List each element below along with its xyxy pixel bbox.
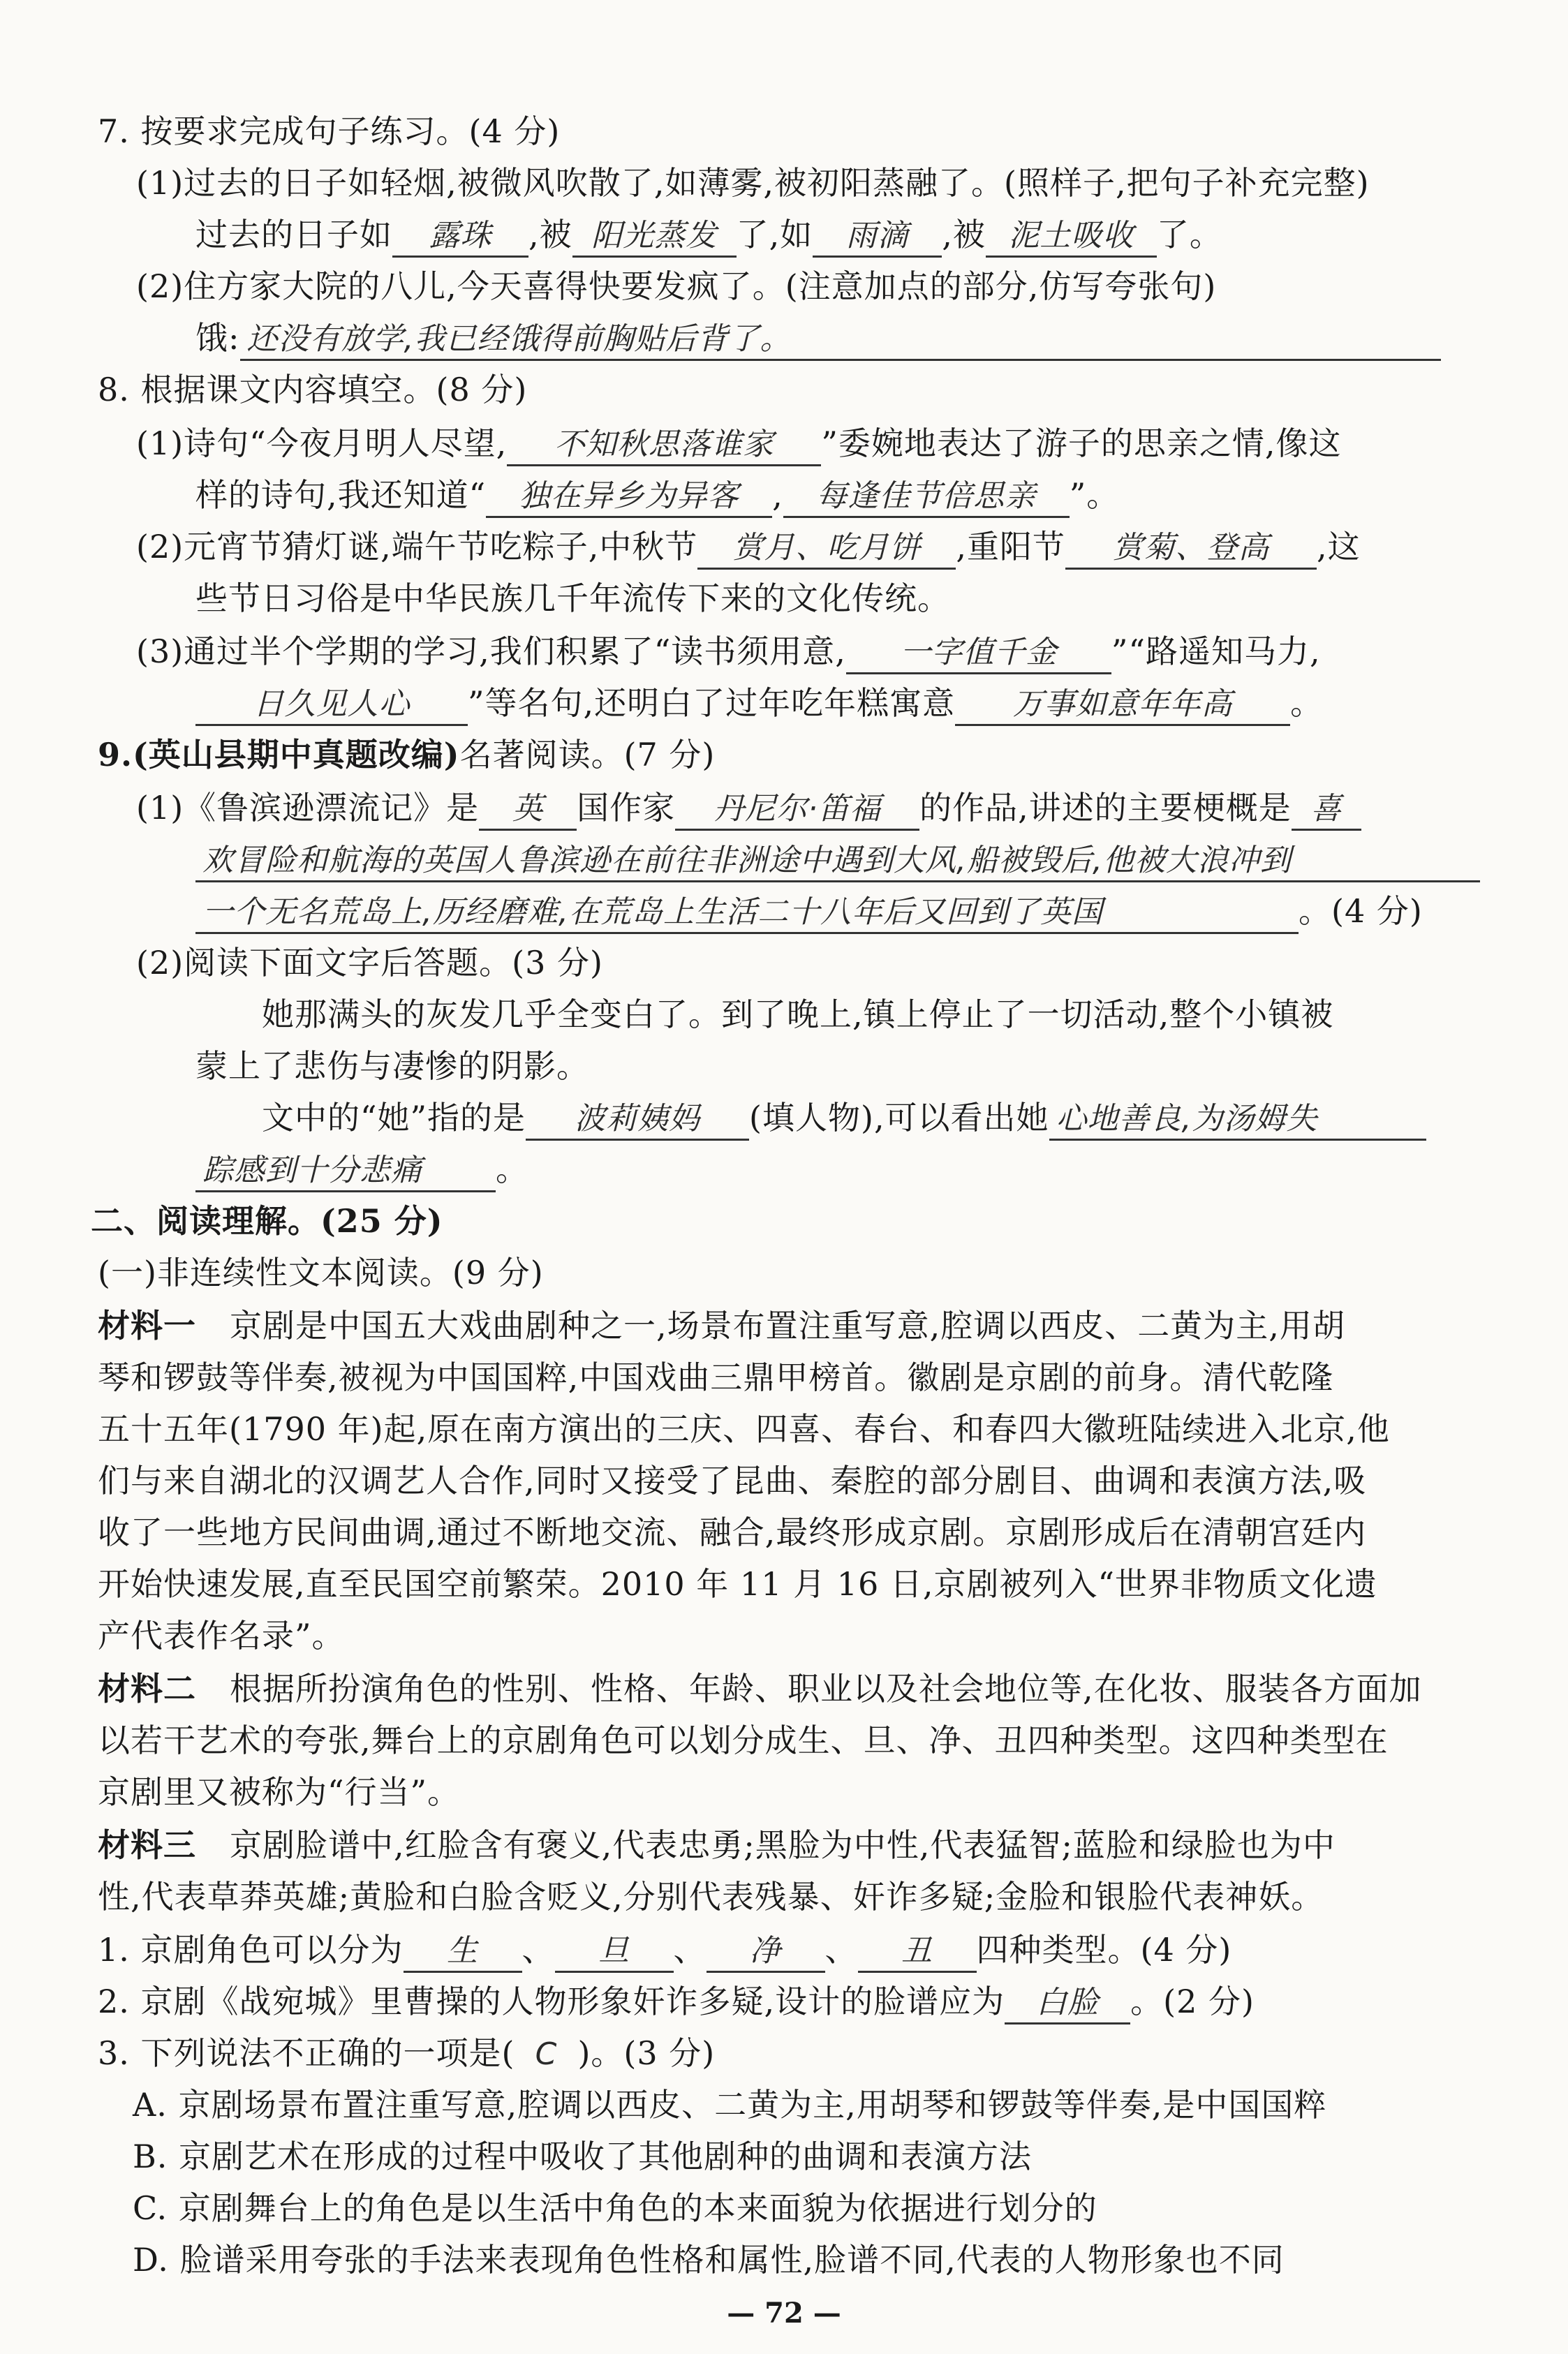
reading-q2: 2. 京剧《战宛城》里曹操的人物形象奸诈多疑,设计的脸谱应为 白脸 。(2 分) bbox=[98, 1981, 1255, 2024]
q9-part1-line3: 一个无名荒岛上,历经磨难,在荒岛上生活二十八年后又回到了英国 。(4 分) bbox=[195, 890, 1423, 934]
answer-choice: C bbox=[535, 2036, 558, 2072]
reading-q1: 1. 京剧角色可以分为 生 、 旦 、 净 、 丑 四种类型。(4 分) bbox=[98, 1929, 1232, 1973]
q9-part2-answer-line2: 踪感到十分悲痛 。 bbox=[195, 1148, 528, 1192]
q9-part1-line1: (1)《鲁滨逊漂流记》是 英 国作家 丹尼尔·笛福 的作品,讲述的主要梗概是 喜 bbox=[136, 787, 1361, 831]
answer-blank: 喜 bbox=[1292, 790, 1361, 831]
q8-part3-line2: 日久见人心 ”等名句,还明白了过年吃年糕寓意 万事如意年年高 。 bbox=[195, 682, 1323, 726]
section2-subtitle: (一)非连续性文本阅读。(9 分) bbox=[98, 1254, 544, 1291]
answer-blank: 一个无名荒岛上,历经磨难,在荒岛上生活二十八年后又回到了英国 bbox=[195, 893, 1299, 934]
q7-part1-answer-line: 过去的日子如 露珠 ,被 阳光蒸发 了,如 雨滴 ,被 泥土吸收 了。 bbox=[195, 214, 1222, 258]
reading-q3-option-c: C. 京剧舞台上的角色是以生活中角色的本来面貌为依据进行划分的 bbox=[133, 2189, 1097, 2227]
reading-q3: 3. 下列说法不正确的一项是( C )。(3 分) bbox=[98, 2032, 715, 2074]
answer-blank: 生 bbox=[404, 1932, 522, 1973]
answer-blank: 白脸 bbox=[1005, 1983, 1130, 2024]
q9-title: 9.(英山县期中真题改编)名著阅读。(7 分) bbox=[98, 736, 716, 773]
answer-blank: 日久见人心 bbox=[195, 685, 468, 726]
reading-q3-option-d: D. 脸谱采用夸张的手法来表现角色性格和属性,脸谱不同,代表的人物形象也不同 bbox=[133, 2241, 1285, 2279]
material2-line1: 材料二 根据所扮演角色的性别、性格、年龄、职业以及社会地位等,在化妆、服装各方面加 bbox=[98, 1670, 1422, 1708]
answer-blank: 踪感到十分悲痛 bbox=[195, 1151, 496, 1192]
material2-line2: 以若干艺术的夸张,舞台上的京剧角色可以划分成生、旦、净、丑四种类型。这四种类型在 bbox=[98, 1722, 1389, 1759]
section2-title: 二、阅读理解。(25 分) bbox=[91, 1202, 443, 1240]
answer-blank: 独在异乡为异客 bbox=[486, 477, 772, 518]
answer-blank: 丹尼尔·笛福 bbox=[675, 790, 919, 831]
page-number: — 72 — bbox=[727, 2297, 841, 2330]
material1-line3: 五十五年(1790 年)起,原在南方演出的三庆、四喜、春台、和春四大徽班陆续进入北京,他 bbox=[98, 1410, 1390, 1448]
answer-blank: 赏菊、登高 bbox=[1065, 528, 1317, 570]
answer-blank: 雨滴 bbox=[813, 216, 942, 258]
answer-blank: 还没有放学,我已经饿得前胸贴后背了。 bbox=[240, 320, 1441, 361]
answer-blank: 心地善良,为汤姆失 bbox=[1049, 1100, 1426, 1141]
answer-blank: 赏月、吃月饼 bbox=[697, 528, 956, 570]
q7-part1-prompt: (1)过去的日子如轻烟,被微风吹散了,如薄雾,被初阳蒸融了。(照样子,把句子补充完整) bbox=[136, 164, 1370, 202]
answer-blank: 旦 bbox=[555, 1932, 674, 1973]
q9-part2-answer-line1: 文中的“她”指的是 波莉姨妈 (填人物),可以看出她 心地善良,为汤姆失 bbox=[262, 1097, 1426, 1141]
material1-line5: 收了一些地方民间曲调,通过不断地交流、融合,最终形成京剧。京剧形成后在清朝宫廷内 bbox=[98, 1513, 1367, 1551]
q9-passage-line2: 蒙上了悲伤与凄惨的阴影。 bbox=[195, 1047, 589, 1085]
answer-blank: 不知秋思落谁家 bbox=[507, 425, 821, 466]
material1-line4: 们与来自湖北的汉调艺人合作,同时又接受了昆曲、秦腔的部分剧目、曲调和表演方法,吸 bbox=[98, 1462, 1367, 1500]
material1-line6: 开始快速发展,直至民国空前繁荣。2010 年 11 月 16 日,京剧被列入“世界非物质文化遗 bbox=[98, 1565, 1378, 1603]
material2-line3: 京剧里又被称为“行当”。 bbox=[98, 1773, 461, 1811]
q7-part2-prompt: (2)住方家大院的八儿,今天喜得快要发疯了。(注意加点的部分,仿写夸张句) bbox=[136, 267, 1217, 305]
reading-q3-option-b: B. 京剧艺术在形成的过程中吸收了其他剧种的曲调和表演方法 bbox=[133, 2138, 1033, 2175]
answer-blank: 万事如意年年高 bbox=[955, 685, 1290, 726]
material3-line2: 性,代表草莽英雄;黄脸和白脸含贬义,分别代表残暴、奸诈多疑;金脸和银脸代表神妖。 bbox=[98, 1878, 1324, 1916]
q8-part1-line1: (1)诗句“今夜月明人尽望, 不知秋思落谁家 ”委婉地表达了游子的思亲之情,像这 bbox=[136, 422, 1341, 466]
q8-title: 8. 根据课文内容填空。(8 分) bbox=[98, 371, 528, 408]
q9-part1-line2 bbox=[195, 838, 1480, 882]
q8-part1-line2: 样的诗句,我还知道“ 独在异乡为异客 , 每逢佳节倍思亲 ”。 bbox=[195, 474, 1119, 518]
answer-blank: 欢冒险和航海的英国人鲁滨逊在前往非洲途中遇到大风,船被毁后,他被大浪冲到 bbox=[195, 841, 1480, 882]
q9-passage-line1: 她那满头的灰发几乎全变白了。到了晚上,镇上停止了一切活动,整个小镇被 bbox=[262, 995, 1334, 1033]
material1-line2: 琴和锣鼓等伴奏,被视为中国国粹,中国戏曲三鼎甲榜首。徽剧是京剧的前身。清代乾隆 bbox=[98, 1359, 1334, 1396]
q9-part2-title: (2)阅读下面文字后答题。(3 分) bbox=[136, 944, 603, 982]
answer-blank: 泥土吸收 bbox=[986, 216, 1157, 258]
q7-title: 7. 按要求完成句子练习。(4 分) bbox=[98, 112, 561, 150]
answer-blank: 波莉姨妈 bbox=[526, 1100, 749, 1141]
reading-q3-option-a: A. 京剧场景布置注重写意,腔调以西皮、二黄为主,用胡琴和锣鼓等伴奏,是中国国粹 bbox=[133, 2086, 1327, 2124]
answer-blank: 净 bbox=[707, 1932, 825, 1973]
q8-part2-line1: (2)元宵节猜灯谜,端午节吃粽子,中秋节 赏月、吃月饼 ,重阳节 赏菊、登高 ,这 bbox=[136, 526, 1361, 570]
answer-blank: 丑 bbox=[858, 1932, 977, 1973]
answer-blank: 英 bbox=[479, 790, 577, 831]
answer-blank: 一字值千金 bbox=[846, 633, 1111, 674]
material1-line1: 材料一 京剧是中国五大戏曲剧种之一,场景布置注重写意,腔调以西皮、二黄为主,用胡 bbox=[98, 1307, 1345, 1345]
q7-part2-answer-line: 饿: 还没有放学,我已经饿得前胸贴后背了。 bbox=[195, 317, 1441, 361]
answer-blank: 每逢佳节倍思亲 bbox=[783, 477, 1070, 518]
answer-blank: 露珠 bbox=[392, 216, 528, 258]
material3-line1: 材料三 京剧脸谱中,红脸含有褒义,代表忠勇;黑脸为中性,代表猛智;蓝脸和绿脸也为中 bbox=[98, 1826, 1336, 1864]
q8-part2-line2: 些节日习俗是中华民族几千年流传下来的文化传统。 bbox=[195, 579, 950, 617]
material1-line7: 产代表作名录”。 bbox=[98, 1617, 345, 1655]
q8-part3-line1: (3)通过半个学期的学习,我们积累了“读书须用意, 一字值千金 ”“路遥知马力, bbox=[136, 630, 1321, 674]
answer-blank: 阳光蒸发 bbox=[572, 216, 737, 258]
